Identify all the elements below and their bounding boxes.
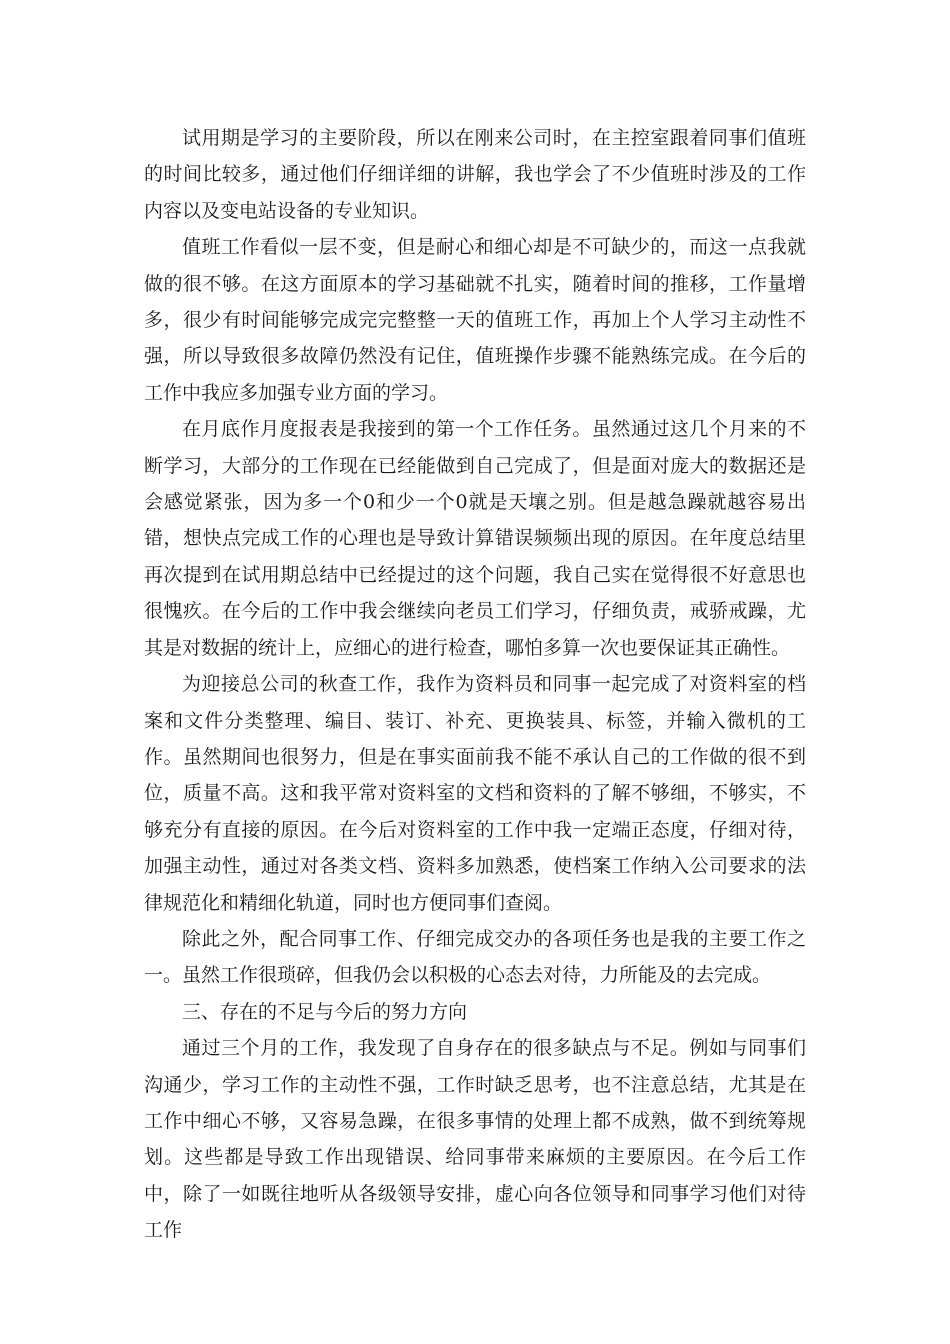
paragraph-probation-study: 试用期是学习的主要阶段，所以在刚来公司时，在主控室跟着同事们值班的时间比较多，通过他们仔细详细的讲解，我也学会了不少值班时涉及的工作内容以及变电站设备的专业知识。: [144, 127, 806, 222]
document-page: [144, 120, 806, 1249]
paragraph-other-tasks: 除此之外，配合同事工作、仔细完成交办的各项任务也是我的主要工作之一。虽然工作很琐碎，但我仍会以积极的心态去对待，力所能及的去完成。: [144, 927, 806, 987]
paragraph-duty-work: 值班工作看似一层不变，但是耐心和细心却是不可缺少的，而这一点我就做的很不够。在这方面原本的学习基础就不扎实，随着时间的推移，工作量增多，很少有时间能够完成完完整整一天的值班工作，再加上个人学习主动性不强，所以导致很多故障仍然没有记住，值班操作步骤不能熟练完成。在今后的工作中我应多加强专业方面的学习。: [144, 236, 806, 404]
paragraph-monthly-report: 在月底作月度报表是我接到的第一个工作任务。虽然通过这几个月来的不断学习，大部分的工作现在已经能做到自己完成了，但是面对庞大的数据还是会感觉紧张，因为多一个0和少一个0就是天壤之别。但是越急躁就越容易出错，想快点完成工作的心理也是导致计算错误频频出现的原因。在年度总结里再次提到在试用期总结中已经提过的这个问题，我自己实在觉得很不好意思也很愧疚。在今后的工作中我会继续向老员工们学习，仔细负责，戒骄戒躁，尤其是对数据的统计上，应细心的进行检查，哪怕多算一次也要保证其正确性。: [144, 418, 806, 659]
section-heading: 三、存在的不足与今后的努力方向: [182, 1000, 468, 1023]
paragraph-archive-work: 为迎接总公司的秋查工作，我作为资料员和同事一起完成了对资料室的档案和文件分类整理、编目、装订、补充、更换装具、标签，并输入微机的工作。虽然期间也很努力，但是在事实面前我不能不承认自己的工作做的很不到位，质量不高。这和我平常对资料室的文档和资料的了解不够细，不够实，不够充分有直接的原因。在今后对资料室的工作中我一定端正态度，仔细对待，加强主动性，通过对各类文档、资料多加熟悉，使档案工作纳入公司要求的法律规范化和精细化轨道，同时也方便同事们查阅。: [144, 673, 806, 914]
paragraph-shortcomings: 通过三个月的工作，我发现了自身存在的很多缺点与不足。例如与同事们沟通少，学习工作的主动性不强，工作时缺乏思考，也不注意总结，尤其是在工作中细心不够，又容易急躁，在很多事情的处理上都不成熟，做不到统筹规划。这些都是导致工作出现错误、给同事带来麻烦的主要原因。在今后工作中，除了一如既往地听从各级领导安排，虚心向各位领导和同事学习他们对待工作: [144, 1037, 806, 1242]
